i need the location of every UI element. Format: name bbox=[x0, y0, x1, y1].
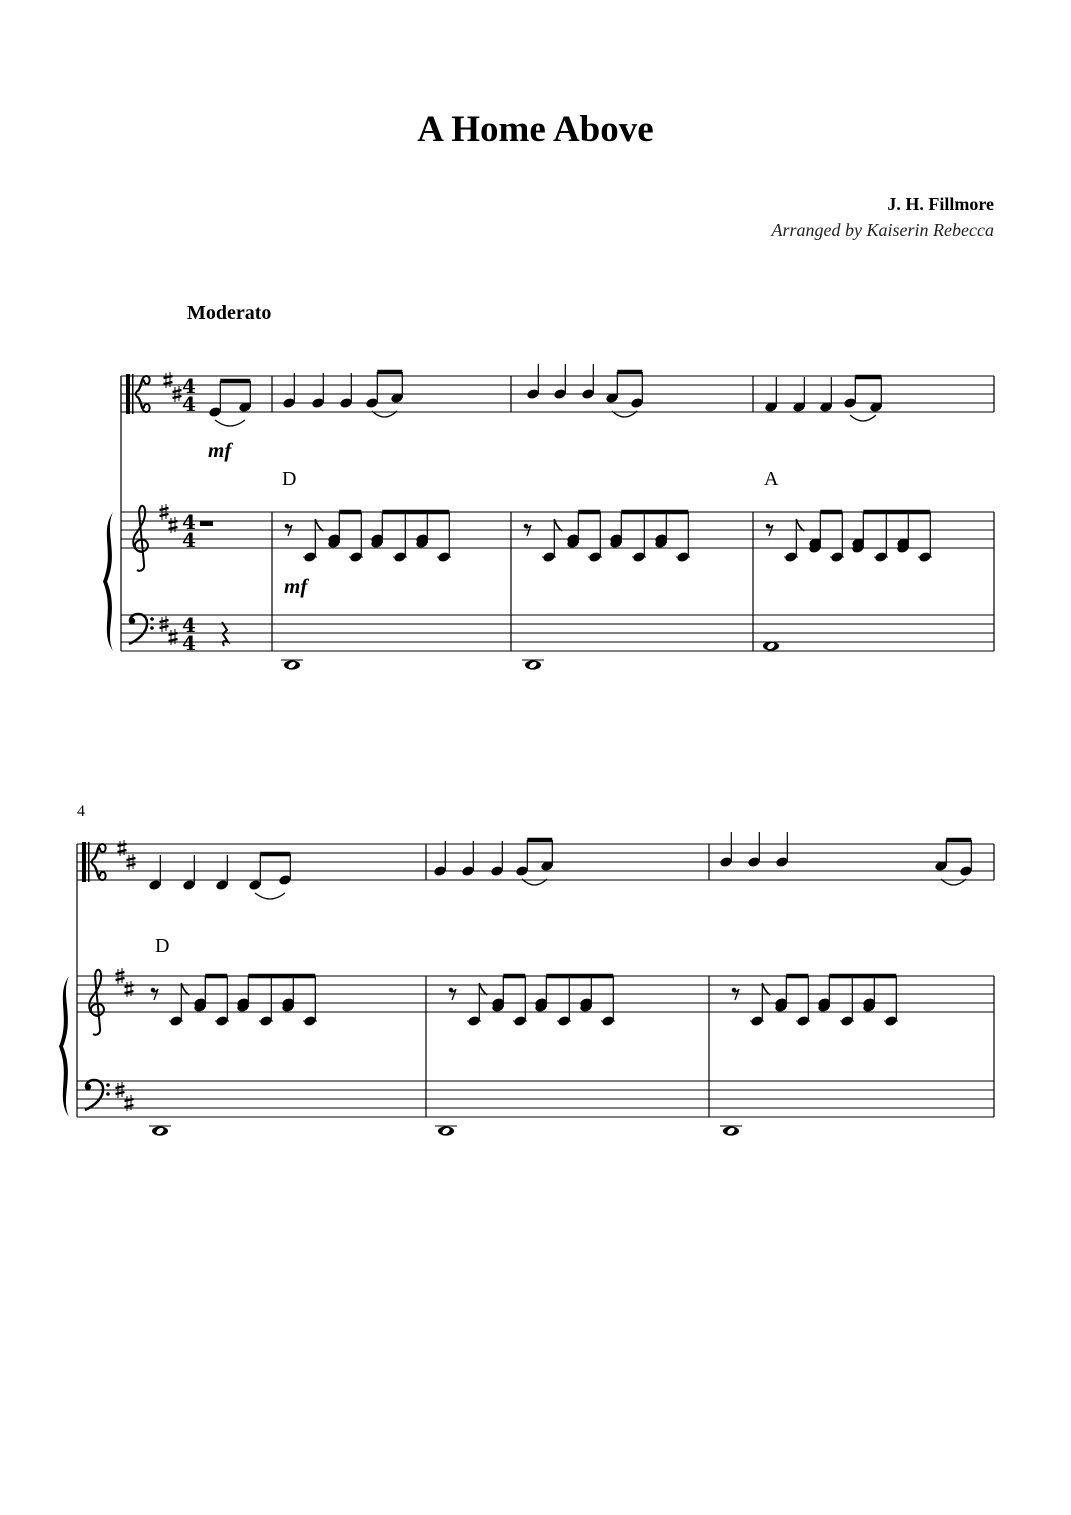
solo-dynamic-marking: mf bbox=[208, 438, 232, 462]
whole-note bbox=[525, 660, 541, 669]
svg-text:4: 4 bbox=[182, 374, 196, 398]
measure-number: 4 bbox=[77, 803, 85, 820]
tempo-marking: Moderato bbox=[187, 302, 272, 324]
time-signature bbox=[182, 510, 196, 552]
sharp-sign bbox=[125, 981, 134, 997]
piece-title: A Home Above bbox=[417, 109, 654, 150]
svg-text:4: 4 bbox=[182, 613, 196, 637]
slur bbox=[215, 420, 245, 426]
slur bbox=[850, 415, 876, 421]
solo-staff bbox=[77, 844, 994, 880]
time-signature bbox=[182, 613, 196, 655]
svg-text:4: 4 bbox=[182, 631, 196, 655]
chord-symbol-d: D bbox=[282, 468, 297, 490]
piano-bass-staff bbox=[121, 615, 994, 651]
svg-text:4: 4 bbox=[182, 528, 196, 552]
sharp-sign bbox=[169, 629, 178, 645]
whole-note bbox=[438, 1126, 454, 1135]
arranger-credit: Arranged by Kaiserin Rebecca bbox=[771, 220, 994, 240]
whole-note bbox=[284, 660, 300, 669]
piano-bass-staff bbox=[77, 1081, 994, 1117]
bass-clef-icon bbox=[129, 614, 154, 644]
sharp-sign bbox=[169, 517, 178, 533]
piano-treble-staff bbox=[77, 976, 994, 1012]
svg-text:4: 4 bbox=[182, 510, 196, 534]
composer-name: J. H. Fillmore bbox=[887, 194, 994, 214]
whole-note bbox=[763, 641, 779, 650]
whole-note bbox=[152, 1126, 168, 1135]
treble-clef-icon bbox=[89, 970, 104, 1035]
bass-clef-icon bbox=[85, 1080, 110, 1110]
slur bbox=[255, 893, 285, 899]
piano-brace bbox=[103, 512, 113, 651]
whole-note bbox=[723, 1126, 739, 1135]
piano-dynamic-marking: mf bbox=[284, 574, 308, 598]
sharp-sign bbox=[164, 372, 173, 388]
piano-brace bbox=[59, 976, 69, 1117]
chord-symbol-a: A bbox=[764, 468, 779, 490]
chord-symbol-d: D bbox=[155, 935, 170, 957]
sharp-sign bbox=[118, 840, 127, 856]
svg-text:4: 4 bbox=[182, 392, 196, 416]
sharp-sign bbox=[125, 1095, 134, 1111]
whole-rest bbox=[200, 521, 213, 526]
time-signature bbox=[182, 374, 196, 416]
treble-clef-icon bbox=[133, 506, 148, 571]
